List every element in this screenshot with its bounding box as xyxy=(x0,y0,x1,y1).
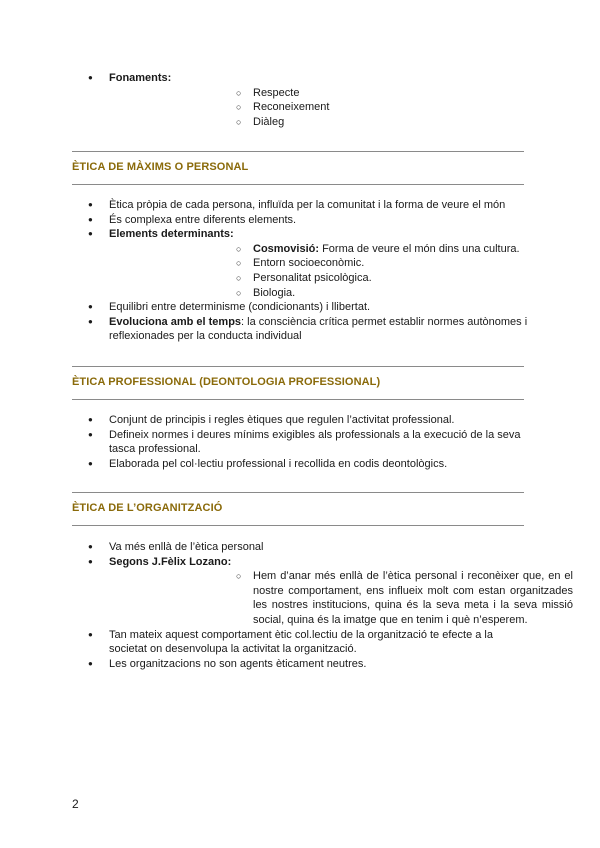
list-item xyxy=(0,315,600,344)
fonaments-label: Fonaments: xyxy=(109,72,172,84)
list-item: ○ Reconeixement xyxy=(109,100,600,115)
list-item: ○ Diàleg xyxy=(109,115,600,130)
list-item: ○ Respecte xyxy=(109,86,600,101)
list-item: ● Elaborada pel col·lectiu professional i recollida en codis deontològics. xyxy=(0,457,600,472)
segons-label: Segons J.Fèlix Lozano: xyxy=(109,555,232,568)
section-maxims-body xyxy=(0,198,600,344)
list-item: ● Va més enllà de l’ètica personal xyxy=(0,540,600,555)
list-item xyxy=(0,71,600,129)
divider xyxy=(72,184,524,185)
section-organitzacio-body xyxy=(0,540,600,671)
cosmovisio-text: Forma de veure el món dins una cultura. xyxy=(319,242,520,255)
list-item-text: ● Defineix normes i deures mínims exigibles als professionals a la execució de la seva tasca professional. xyxy=(109,428,521,456)
list-item xyxy=(109,569,600,627)
list-item: ● Ètica pròpia de cada persona, influïda per la comunitat i la forma de veure el món xyxy=(0,198,600,213)
list-item xyxy=(109,242,600,257)
cosmovisio-label: Cosmovisió: xyxy=(253,242,320,255)
list-item: ○ Personalitat psicològica. xyxy=(109,271,600,286)
list-item: ● Les organitzacions no son agents èticament neutres. xyxy=(0,657,600,672)
list-item: ○ Biologia. xyxy=(109,286,600,301)
divider xyxy=(72,366,524,367)
list-item xyxy=(0,555,600,628)
section-maxims-header xyxy=(72,151,524,185)
list-item: ● És complexa entre diferents elements. xyxy=(0,213,600,228)
list-item xyxy=(0,428,600,457)
page-number: 2 xyxy=(72,797,79,811)
evoluciona-label: Evoluciona amb el temps xyxy=(109,315,242,328)
divider xyxy=(72,525,524,526)
section-title: ÈTICA DE MÀXIMS O PERSONAL xyxy=(72,161,249,173)
list-item: ○ Entorn socioeconòmic. xyxy=(109,256,600,271)
list-item xyxy=(0,227,600,300)
section-professional-body xyxy=(0,413,600,471)
divider xyxy=(72,492,524,493)
list-item: ● Equilibri entre determinisme (condicionants) i llibertat. xyxy=(0,300,600,315)
list-item xyxy=(0,628,600,657)
divider xyxy=(72,399,524,400)
section-organitzacio-header xyxy=(72,492,524,526)
list-item: ● Conjunt de principis i regles ètiques que regulen l’activitat professional. xyxy=(0,413,600,428)
fonaments-block xyxy=(0,71,600,129)
list-item-text: ● Tan mateix aquest comportament ètic col.lectiu de la organització te efecte a la societat on desenvolupa la activitat la organització. xyxy=(109,628,493,656)
section-title: ÈTICA DE L’ORGANITZACIÓ xyxy=(72,502,223,514)
quote-text: ○ Hem d’anar més enllà de l’ètica personal i reconèixer que, en el nostre comportament, ens influeix molt com estan organitzades les nostres institucions, quina és la seva meta i la seva missió social, quina és la imatge que en tenim i què n’esperem. xyxy=(253,570,573,626)
elements-label: Elements determinants: xyxy=(109,228,234,241)
section-professional-header xyxy=(72,366,524,400)
section-title: ÈTICA PROFESSIONAL (DEONTOLOGIA PROFESSIONAL) xyxy=(72,376,381,388)
divider xyxy=(72,151,524,152)
evoluciona-text: : la consciència crítica permet establir normes autònomes i reflexionades per la conducta individual xyxy=(109,315,528,343)
